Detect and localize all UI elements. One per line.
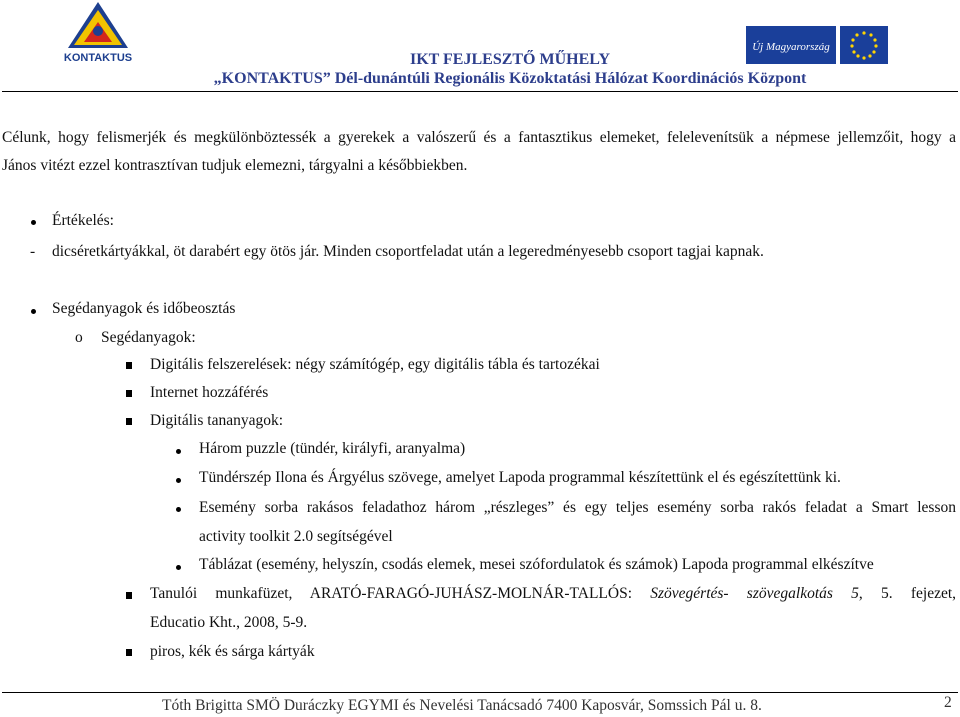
- header-divider: [2, 91, 958, 92]
- page-number: 2: [944, 694, 952, 711]
- square-bullet-icon: [126, 418, 132, 425]
- digital-item-tablazat: Táblázat (esemény, helyszín, csodás elemek, mesei szófordulatok és számok) Lapoda programmal elkészítve: [199, 556, 874, 573]
- digital-item-tunderszep: Tündérszép Ilona és Árgyélus szövege, amelyet Lapoda programmal készítettünk el és egészítettünk ki.: [199, 469, 841, 486]
- intro-line-1: Célunk, hogy felismerjék és megkülönböztessék a gyerekek a valószerű és a fantasztikus elemeket, felelevenítsük a népmese jellemzőit, hogy a: [2, 129, 956, 146]
- workbook-prefix: Tanulói munkafüzet, ARATÓ-FARAGÓ-JUHÁSZ-MOLNÁR-TALLÓS:: [150, 585, 633, 602]
- footer-divider: [2, 692, 958, 693]
- dash-marker: -: [30, 243, 36, 260]
- logo-right-text: Új Magyarország: [752, 41, 830, 53]
- logo-left-text: KONTAKTUS: [63, 52, 133, 64]
- workbook-title: Szövegértés- szövegalkotás 5: [650, 585, 859, 602]
- digital-item-puzzle: Három puzzle (tündér, királyfi, aranyalma): [199, 440, 466, 457]
- square-bullet-icon: [126, 649, 132, 656]
- workbook-line-1: [150, 585, 956, 603]
- ertekeles-heading: Értékelés:: [52, 212, 114, 229]
- item-digitalis-tananyagok: Digitális tananyagok:: [150, 412, 284, 429]
- segedanyagok-heading: Segédanyagok és időbeosztás: [52, 300, 236, 317]
- page-header: [0, 0, 960, 92]
- workbook-suffix: , 5. fejezet,: [858, 585, 957, 602]
- bullet-icon: [176, 478, 181, 483]
- bullet-icon: [176, 565, 181, 570]
- item-kartyak: piros, kék és sárga kártyák: [150, 643, 315, 660]
- segedanyagok-subheading: Segédanyagok:: [101, 329, 196, 346]
- bullet-icon: [31, 220, 36, 225]
- footer-text: Tóth Brigitta SMÖ Duráczky EGYMI és Nevelési Tanácsadó 7400 Kaposvár, Somssich Pál u. 8.: [162, 697, 762, 714]
- digital-item-esemeny: Esemény sorba rakásos feladathoz három „részleges” és egy teljes esemény sorba rakós feladat a Smart lesson: [199, 499, 956, 516]
- bullet-icon: [176, 449, 181, 454]
- digital-item-esemeny-cont: activity toolkit 2.0 segítségével: [199, 528, 393, 545]
- square-bullet-icon: [126, 390, 132, 397]
- sub-bullet-o-marker: o: [75, 329, 83, 346]
- square-bullet-icon: [126, 362, 132, 369]
- kontaktus-logo: [60, 0, 136, 68]
- header-title-line1: IKT FEJLESZTŐ MŰHELY: [409, 51, 611, 68]
- item-digitalis-felszerelesek: Digitális felszerelések: négy számítógép, egy digitális tábla és tartozékai: [150, 356, 600, 373]
- header-title-line2: „KONTAKTUS” Dél-dunántúli Regionális Közoktatási Hálózat Koordinációs Központ: [213, 70, 807, 87]
- uj-magyarorszag-eu-logo: [746, 26, 888, 64]
- ertekeles-text: dicséretkártyákkal, öt darabért egy ötös jár. Minden csoportfeladat után a legeredményesebb csoport tagjai kapnak.: [52, 243, 764, 260]
- bullet-icon: [176, 507, 181, 512]
- workbook-line-2: Educatio Kht., 2008, 5-9.: [150, 614, 308, 631]
- item-internet: Internet hozzáférés: [150, 384, 269, 401]
- square-bullet-icon: [126, 592, 132, 599]
- bullet-icon: [31, 309, 36, 314]
- intro-line-2: János vitézt ezzel kontrasztívan tudjuk elemezni, tárgyalni a későbbiekben.: [2, 157, 468, 174]
